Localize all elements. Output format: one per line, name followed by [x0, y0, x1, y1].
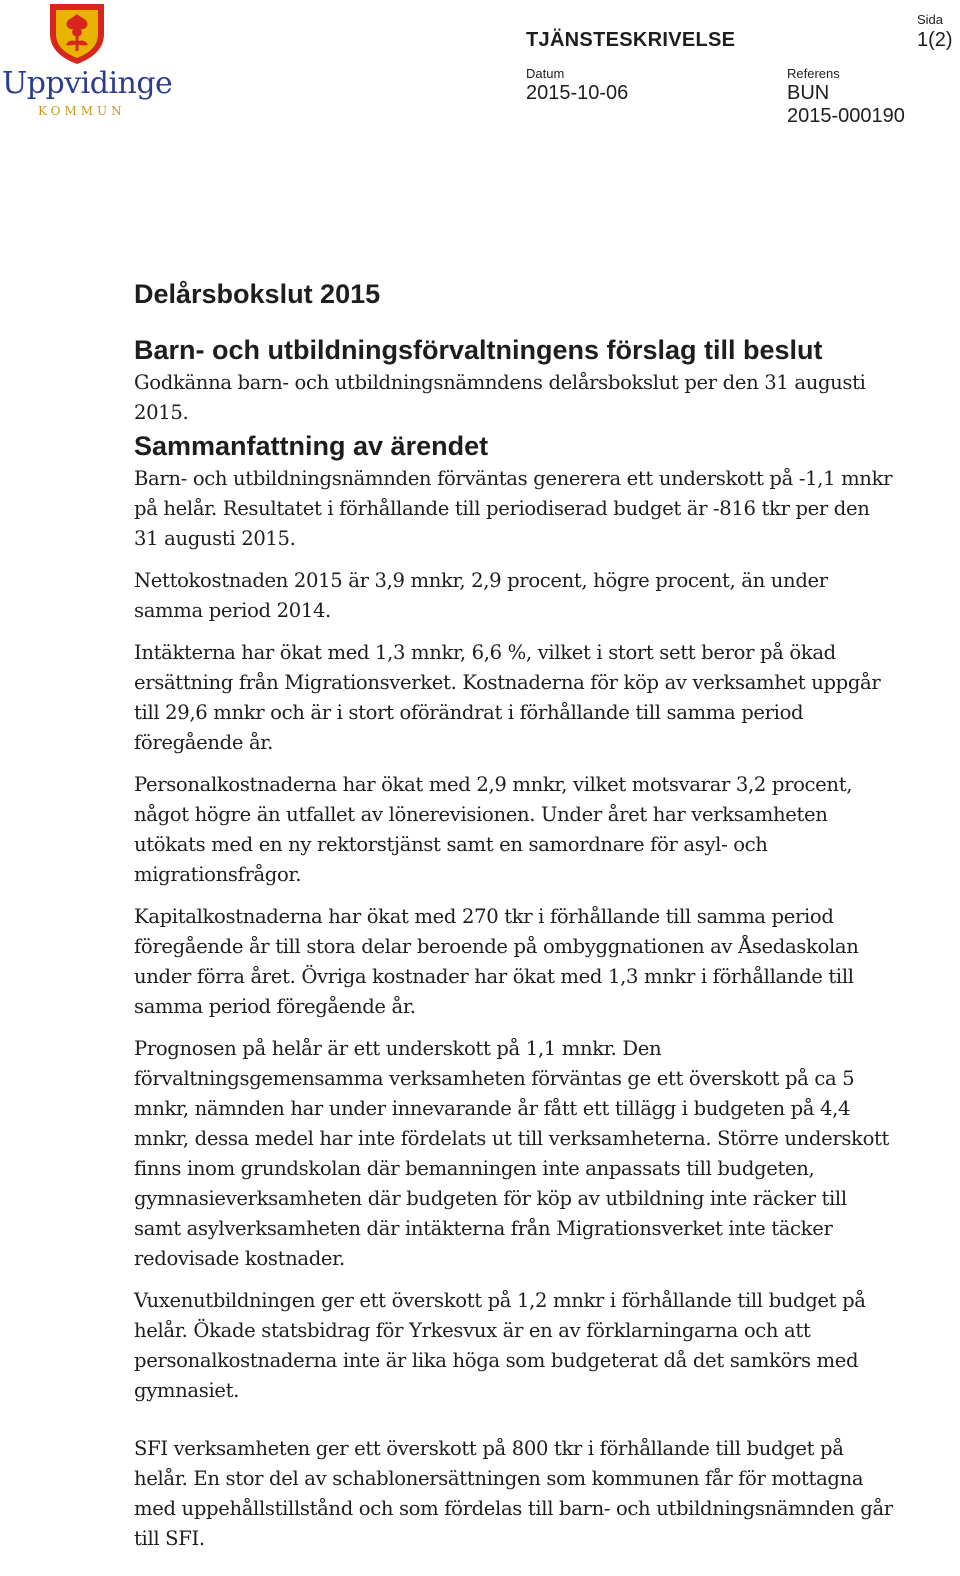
- reference-number: 2015-000190: [787, 105, 905, 127]
- page-label: Sida: [917, 12, 944, 27]
- proposal-text: Godkänna barn- och utbildningsnämndens delårsbokslut per den 31 augusti 2015.: [134, 371, 866, 424]
- proposal-heading: Barn- och utbildningsförvaltningens förslag till beslut: [134, 335, 823, 365]
- coat-of-arms-icon: [46, 2, 108, 66]
- date-value: 2015-10-06: [526, 82, 629, 104]
- document-type: TJÄNSTESKRIVELSE: [526, 29, 736, 51]
- summary-paragraph: Nettokostnaden 2015 är 3,9 mnkr, 2,9 procent, högre procent, än under samma period 2014.: [134, 569, 828, 622]
- municipality-logo: [0, 0, 173, 125]
- summary-paragraph: Prognosen på helår är ett underskott på 1,1 mnkr. Den förvaltningsgemensamma verksamheten förväntas ge ett överskott på ca 5 mnkr, nämnden har under innevarande år fått ett tillägg i budgeten på 4,4 mnkr, dessa medel har inte fördelats ut till verksamheterna. Större underskott finns inom grundskolan där bemanningen inte anpassats till budgeten, gymnasieverksamheten där budgeten för köp av utbildning inte räcker till samt asylverksamheten där intäkterna från Migrationsverket inte täcker redovisade kostnader.: [134, 1037, 890, 1270]
- document-body: [134, 276, 894, 1566]
- logo-subtitle: KOMMUN: [38, 104, 126, 118]
- reference-label: Referens: [787, 66, 840, 81]
- summary-paragraph: Personalkostnaderna har ökat med 2,9 mnkr, vilket motsvarar 3,2 procent, något högre än utfallet av lönerevisionen. Under året har verksamheten utökats med en ny rektorstjänst samt en samordnare för asyl- och migrationsfrågor.: [134, 773, 853, 886]
- logo-name: Uppvidinge: [2, 66, 173, 101]
- summary-paragraph: Intäkterna har ökat med 1,3 mnkr, 6,6 %, vilket i stort sett beror på ökad ersättning från Migrationsverket. Kostnaderna för köp av verksamhet uppgår till 29,6 mnkr och är i stort oförändrat i förhållande till samma period föregående år.: [134, 641, 881, 754]
- reference-board: BUN: [787, 82, 830, 104]
- summary-paragraph: Vuxenutbildningen ger ett överskott på 1,2 mnkr i förhållande till budget på helår. Ökade statsbidrag för Yrkesvux är en av förklarningarna och att personalkostnaderna inte är lika höga som budgeterat då det samkörs med gymnasiet.: [134, 1289, 866, 1402]
- page-number: 1(2): [917, 29, 953, 51]
- document-title: Delårsbokslut 2015: [134, 279, 381, 309]
- summary-heading: Sammanfattning av ärendet: [134, 431, 489, 461]
- date-label: Datum: [526, 66, 565, 81]
- summary-paragraph: Barn- och utbildningsnämnden förväntas generera ett underskott på -1,1 mnkr på helår. Resultatet i förhållande till periodiserad budget är -816 tkr per den 31 augusti 2015.: [134, 467, 893, 550]
- summary-paragraph: SFI verksamheten ger ett överskott på 800 tkr i förhållande till budget på helår. En stor del av schablonersättningen som kommunen får för mottagna med uppehållstillstånd och som fördelas till barn- och utbildningsnämnden går till SFI.: [134, 1437, 893, 1550]
- summary-paragraph: Kapitalkostnaderna har ökat med 270 tkr i förhållande till samma period föregående år till stora delar beroende på ombyggnationen av Åsedaskolan under förra året. Övriga kostnader har ökat med 1,3 mnkr i förhållande till samma period föregående år.: [134, 905, 859, 1018]
